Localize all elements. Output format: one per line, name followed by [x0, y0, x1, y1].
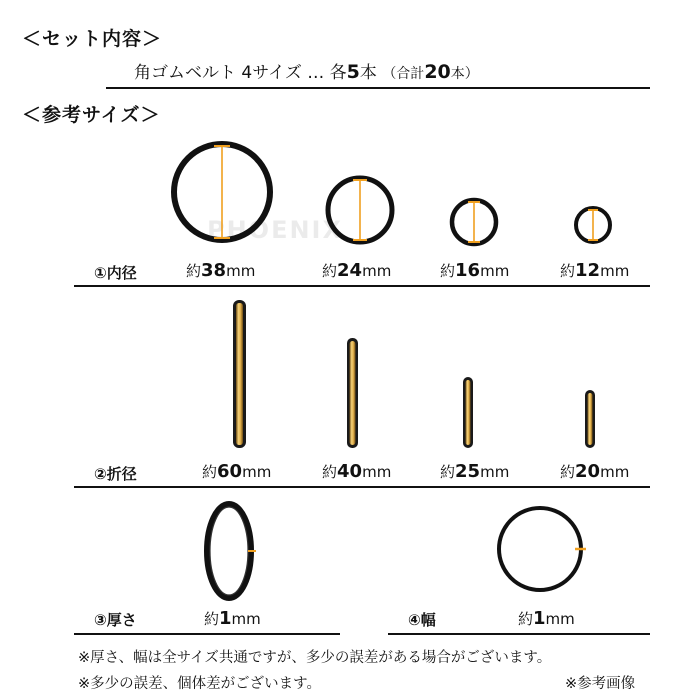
divider [74, 486, 650, 488]
width-ring [499, 508, 586, 590]
set-item-text: 角ゴムベルト 4サイズ … 各 [134, 63, 347, 83]
width-value: 約1mm [518, 608, 575, 629]
divider [388, 633, 650, 635]
folded-band-60mm [233, 300, 246, 448]
inner-diameter-24: 約24mm [322, 260, 392, 281]
folded-diameter-25: 約25mm [440, 461, 510, 482]
folded-band-40mm [347, 338, 358, 448]
ring-12mm [576, 208, 610, 242]
folded-diameter-label: ②折径 [94, 465, 137, 483]
note-line-2: ※多少の誤差、個体差がございます。 [78, 676, 321, 692]
ring-38mm [174, 144, 270, 240]
ring-24mm [328, 178, 392, 242]
folded-diameter-60: 約60mm [202, 461, 272, 482]
inner-diameter-12: 約12mm [560, 260, 630, 281]
thickness-ring [207, 504, 256, 598]
reference-size-heading: ＜参考サイズ＞ [22, 104, 161, 126]
folded-band-25mm [463, 377, 473, 448]
inner-diameter-38: 約38mm [186, 260, 256, 281]
set-contents-heading: ＜セット内容＞ [22, 28, 163, 50]
folded-diameter-20: 約20mm [560, 461, 630, 482]
reference-image-note: ※参考画像 [565, 676, 636, 692]
divider [74, 633, 340, 635]
folded-diameter-40: 約40mm [322, 461, 392, 482]
inner-diameter-label: ①内径 [94, 264, 137, 282]
inner-diameter-16: 約16mm [440, 260, 510, 281]
thickness-value: 約1mm [204, 608, 261, 629]
set-item-count: 5 [346, 61, 360, 83]
set-item-total: （合計 [382, 66, 425, 82]
set-item-total-end: 本） [450, 66, 479, 82]
set-item-total-num: 20 [424, 61, 451, 83]
width-label: ④幅 [408, 611, 436, 629]
divider [74, 285, 650, 287]
ring-16mm [452, 200, 496, 244]
note-line-1: ※厚さ、幅は全サイズ共通ですが、多少の誤差がある場合がございます。 [78, 650, 552, 666]
watermark-logo: PHOENIX [207, 216, 343, 244]
thickness-label: ③厚さ [94, 611, 137, 629]
set-item-unit: 本 [359, 63, 377, 83]
folded-band-20mm [585, 390, 595, 448]
